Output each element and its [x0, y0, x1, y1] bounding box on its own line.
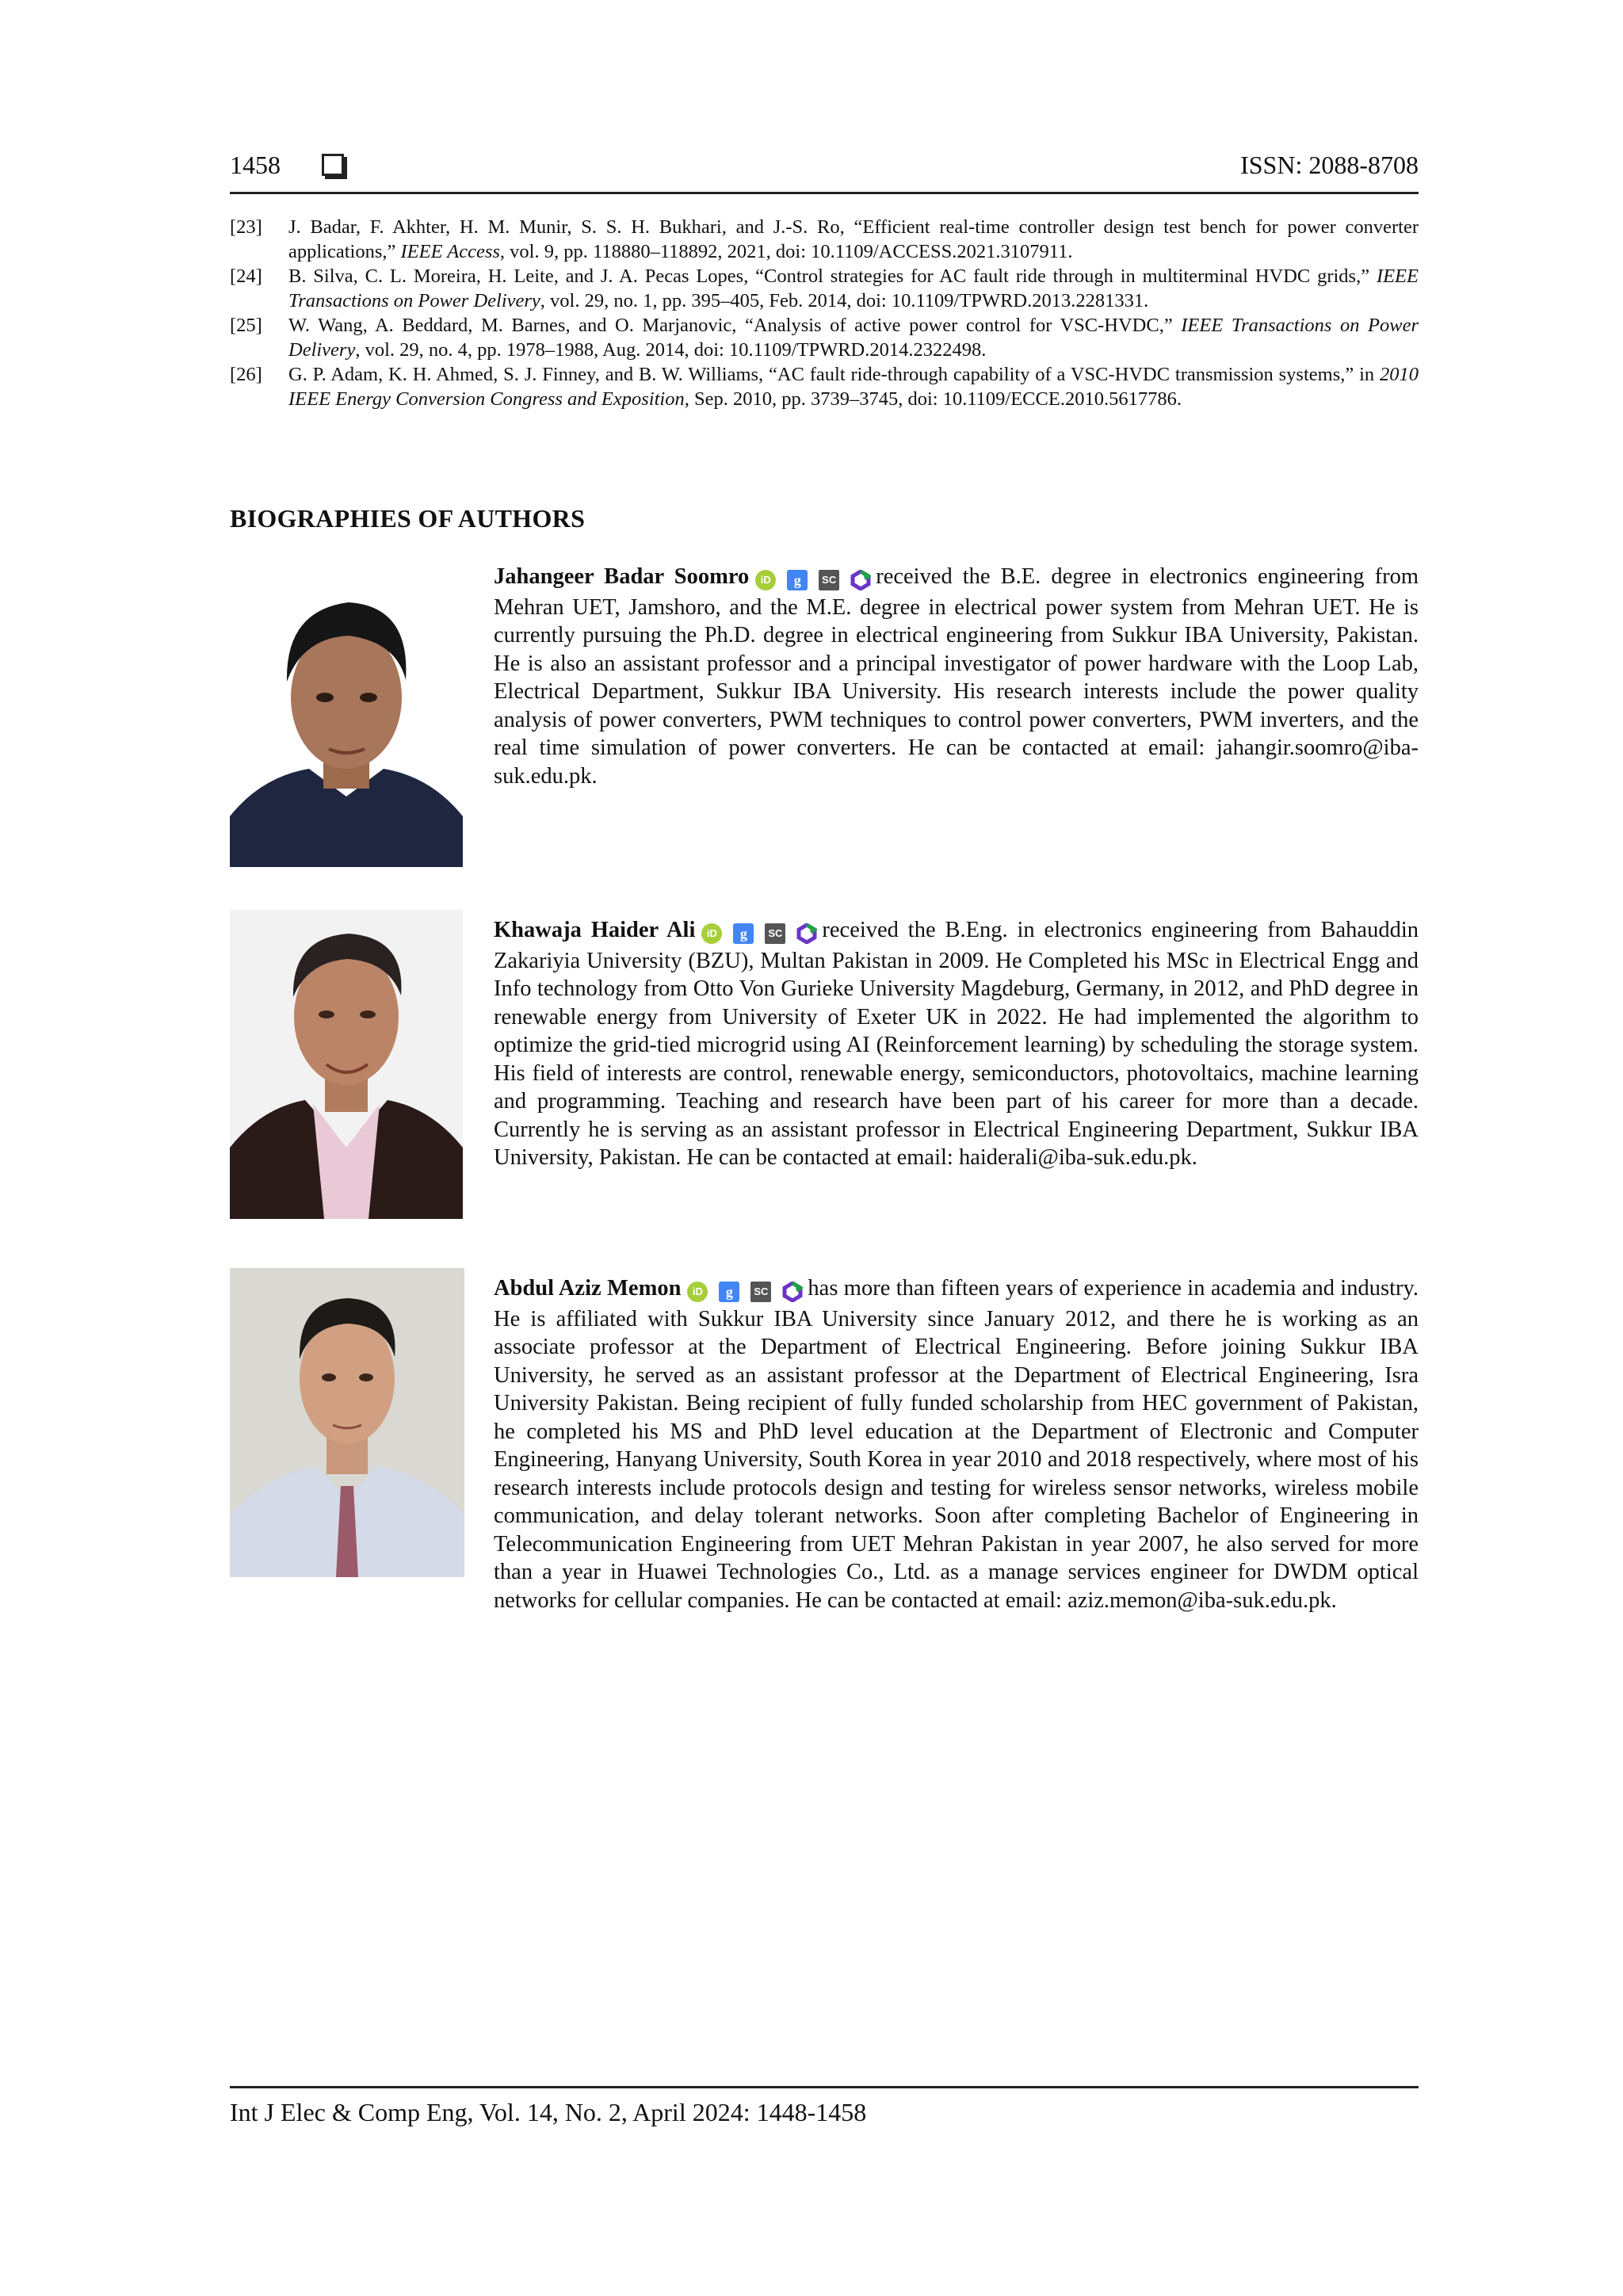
- author-bio-body: has more than fifteen years of experience in academia and industry. He is affiliated with Sukkur IBA University since January 2012, and there he is working as an associate professor at the Department of Electrical Engineering. Before joining Sukkur IBA University, he served as an assistant professor at the Department of Electrical Engineering, Isra University Pakistan. Being recipient of fully funded scholarship from HEC government of Pakistan, he completed his MS and PhD level education at the Department of Electronic and Computer Engineering, Hanyang University, South Korea in year 2010 and 2018 respectively, where most of his research interests include protocols design and testing for wireless sensor networks, wireless mobile communication, and delay tolerant networks. Soon after completing Bachelor of Engineering in Telecommunication Engineering from UET Mehran Pakistan in year 2007, he also served for more than a year in Huawei Technologies Co., Ltd. as a manage services engineer for DWDM optical networks for cellular companies. He can be contacted at email: aziz.memon@iba-suk.edu.pk.: [494, 1276, 1419, 1613]
- page-footer: [230, 2086, 1419, 2127]
- reference-details: , vol. 29, no. 1, pp. 395–405, Feb. 2014, doi: 10.1109/TPWRD.2013.2281331.: [540, 289, 1149, 311]
- author-photo: [230, 1268, 464, 1577]
- author-bio-text: [494, 563, 1419, 790]
- orcid-icon[interactable]: iD: [701, 923, 722, 944]
- reference-number: [25]: [230, 315, 262, 336]
- scopus-icon[interactable]: SC: [750, 1282, 771, 1302]
- author-bio-body: received the B.E. degree in electronics engineering from Mehran UET, Jamshoro, and the M.E. degree in electrical power system from Mehran UET. He is currently pursuing the Ph.D. degree in electrical engineering from Sukkur IBA University, Pakistan. He is also an assistant professor and a principal investigator of power hardware with the Loop Lab, Electrical Department, Sukkur IBA University. His research interests include the power quality analysis of power converters, PWM techniques to control power converters, PWM inverters, and the real time simulation of power converters. He can be contacted at email: jahangir.soomro@iba-suk.edu.pk.: [494, 564, 1419, 789]
- issn: ISSN: 2088-8708: [1240, 151, 1419, 179]
- author-bio-text: [494, 916, 1419, 1172]
- page-number: 1458: [230, 151, 281, 179]
- publons-icon[interactable]: [850, 570, 871, 590]
- author-name: Jahangeer Badar Soomro: [494, 564, 750, 589]
- reference-details: , Sep. 2010, pp. 3739–3745, doi: 10.1109/ECCE.2010.5617786.: [684, 388, 1182, 410]
- google-scholar-icon[interactable]: g: [719, 1282, 739, 1302]
- reference-number: [26]: [230, 364, 262, 385]
- orcid-icon[interactable]: iD: [755, 570, 776, 590]
- google-scholar-icon[interactable]: g: [787, 570, 808, 590]
- author-name: Abdul Aziz Memon: [494, 1276, 682, 1301]
- reference-text: B. Silva, C. L. Moreira, H. Leite, and J. A. Pecas Lopes, “Control strategies for AC fault ride through in multiterminal HVDC grids,”: [288, 266, 1377, 287]
- reference-item: [230, 216, 1419, 264]
- section-title: BIOGRAPHIES OF AUTHORS: [230, 504, 586, 533]
- reference-item: [230, 314, 1419, 362]
- reference-text: G. P. Adam, K. H. Ahmed, S. J. Finney, and B. W. Williams, “AC fault ride-through capability of a VSC-HVDC transmission systems,” in: [288, 364, 1380, 385]
- reference-details: , vol. 9, pp. 118880–118892, 2021, doi: 10.1109/ACCESS.2021.3107911.: [499, 240, 1073, 262]
- reference-number: [24]: [230, 266, 262, 287]
- publons-icon[interactable]: [782, 1282, 803, 1302]
- publons-icon[interactable]: [796, 923, 817, 944]
- reference-item: [230, 265, 1419, 313]
- scopus-icon[interactable]: SC: [819, 570, 839, 590]
- orcid-icon[interactable]: iD: [687, 1282, 708, 1302]
- box-icon: [322, 154, 344, 176]
- author-photo: [230, 910, 463, 1219]
- reference-venue: 2010 IEEE Energy Conversion Congress and Exposition: [288, 364, 1419, 410]
- profile-icons: [755, 565, 871, 594]
- author-bio-text: [494, 1274, 1419, 1614]
- page-header: [230, 151, 1419, 194]
- reference-venue: IEEE Transactions on Power Delivery: [288, 315, 1419, 361]
- profile-icons: [701, 919, 817, 947]
- reference-item: [230, 363, 1419, 411]
- author-photo: [230, 579, 463, 867]
- author-bio-body: received the B.Eng. in electronics engineering from Bahauddin Zakariyia University (BZU), Multan Pakistan in 2009. He Completed his MSc in Electrical Engg and Info technology from Otto Von Gurieke University Magdeburg, Germany, in 2012, and PhD degree in renewable energy from University of Exeter UK in 2022. He had implemented the algorithm to optimize the grid-tied microgrid using AI (Reinforcement learning) by scheduling the storage system. His field of interests are control, renewable energy, semiconductors, photovoltaics, machine learning and programming. Teaching and research have been part of his career for more than a decade. Currently he is serving as an assistant professor in Electrical Engineering Department, Sukkur IBA University, Pakistan. He can be contacted at email: haiderali@iba-suk.edu.pk.: [494, 918, 1419, 1170]
- journal-citation: Int J Elec & Comp Eng, Vol. 14, No. 2, April 2024: 1448-1458: [230, 2098, 867, 2126]
- reference-number: [23]: [230, 216, 262, 238]
- references-list: [230, 216, 1419, 412]
- reference-text: W. Wang, A. Beddard, M. Barnes, and O. Marjanovic, “Analysis of active power control for VSC-HVDC,”: [288, 315, 1182, 336]
- author-name: Khawaja Haider Ali: [494, 918, 696, 942]
- reference-text: J. Badar, F. Akhter, H. M. Munir, S. S. H. Bukhari, and J.-S. Ro, “Efficient real-time controller design test bench for power converter applications,”: [288, 216, 1419, 262]
- profile-icons: [687, 1277, 803, 1305]
- reference-venue: IEEE Access: [400, 240, 500, 262]
- google-scholar-icon[interactable]: g: [733, 923, 754, 944]
- reference-venue: IEEE Transactions on Power Delivery: [288, 266, 1419, 311]
- scopus-icon[interactable]: SC: [765, 923, 785, 944]
- reference-details: , vol. 29, no. 4, pp. 1978–1988, Aug. 2014, doi: 10.1109/TPWRD.2014.2322498.: [355, 338, 987, 361]
